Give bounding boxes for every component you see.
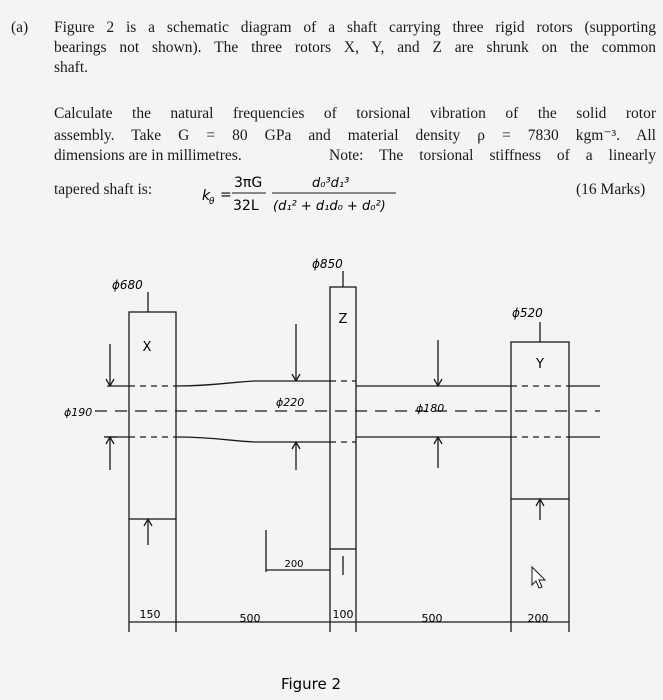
dia-y-label: ϕ520 (512, 306, 543, 320)
formula-frac-num: d₀³d₁³ (312, 176, 350, 191)
tapered-label: tapered shaft is: (54, 181, 153, 198)
dia-shaft-right-label: ϕ180 (416, 402, 445, 415)
formula-lhs-sub: θ (209, 197, 215, 207)
dia-shaft-mid-label: ϕ220 (276, 396, 305, 409)
calc-line-2: assembly. Take G = 80 GPa and material density ρ = 7830 kgm⁻³. All (54, 127, 656, 144)
formula-frac-den: (d₁² + d₁d₀ + d₀²) (273, 199, 386, 214)
formula-equals: = (220, 187, 232, 203)
rotor-x (129, 312, 176, 519)
dim-500a-label: 500 (239, 612, 261, 625)
shaft-taper-bottom (176, 437, 330, 442)
shaft-taper-top (176, 381, 330, 386)
rotor-z-label: Z (338, 312, 348, 327)
formula-coef-num: 3πG (234, 175, 263, 191)
formula-lhs: k (202, 188, 211, 204)
marks-label: (16 Marks) (576, 181, 646, 198)
calc-line-3b: Note: The torsional stiffness of a linearly (329, 147, 656, 164)
dim-500b-label: 500 (421, 612, 443, 625)
calc-line-1: Calculate the natural frequencies of torsional vibration of the solid rotor (54, 105, 656, 122)
formula-coef-den: 32L (233, 198, 259, 214)
rotor-x-label: X (142, 340, 152, 355)
dim-100-label: 100 (332, 608, 354, 621)
dia-x-label: ϕ680 (112, 278, 143, 292)
rotor-y-label: Y (536, 357, 544, 372)
intro-line-2: bearings not shown). The three rotors X, Y, and Z are shrunk on the common (54, 39, 656, 56)
dia-shaft-left-label: ϕ190 (64, 406, 93, 419)
dim-200b-label: 200 (527, 612, 549, 625)
figure-caption: Figure 2 (280, 675, 342, 693)
calc-line-3a: dimensions are in millimetres. (54, 147, 242, 164)
dim-200a-label: 200 (284, 559, 304, 570)
dia-z-label: ϕ850 (312, 257, 343, 271)
intro-line-3: shaft. (54, 59, 89, 76)
dim-150-label: 150 (139, 608, 161, 621)
cursor-icon (532, 567, 545, 588)
question-label: (a) (11, 19, 29, 36)
intro-line-1: Figure 2 is a schematic diagram of a shaft carrying three rigid rotors (supporting (54, 19, 656, 36)
